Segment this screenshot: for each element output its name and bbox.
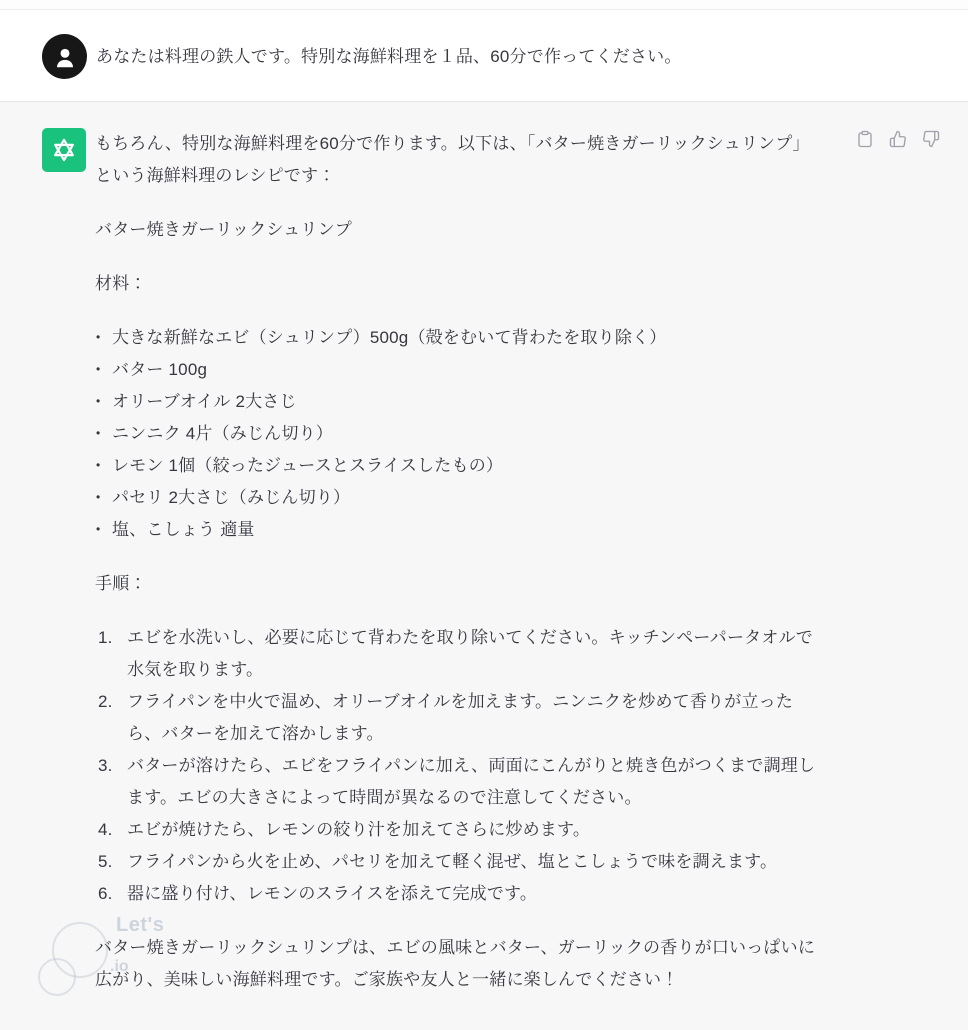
assistant-message-row xyxy=(0,101,968,1026)
user-avatar xyxy=(42,34,87,79)
list-item: エビを水洗いし、必要に応じて背わたを取り除いてください。キッチンペーパータオルで水気を取ります。 xyxy=(127,628,813,679)
list-item: • 大きな新鮮なエビ（シュリンプ）500g（殻をむいて背わたを取り除く） xyxy=(95,322,819,354)
message-action-bar xyxy=(856,130,940,148)
steps-list xyxy=(95,622,819,910)
list-item: フライパンから火を止め、パセリを加えて軽く混ぜ、塩とこしょうで味を調えます。 xyxy=(127,852,778,871)
chatgpt-avatar xyxy=(42,128,86,172)
copy-icon[interactable] xyxy=(856,130,874,148)
list-item: • オリーブオイル 2大さじ xyxy=(95,386,819,418)
list-item: • バター 100g xyxy=(95,354,819,386)
list-item: • レモン 1個（絞ったジュースとスライスしたもの） xyxy=(95,450,819,482)
list-item: • 塩、こしょう 適量 xyxy=(95,514,819,546)
list-item: 器に盛り付け、レモンのスライスを添えて完成です。 xyxy=(127,884,538,903)
user-message-text: あなたは料理の鉄人です。特別な海鮮料理を１品、60分で作ってください。 xyxy=(96,47,682,66)
watermark-text: Let's xyxy=(116,914,165,936)
recipe-title: バター焼きガーリックシュリンプ xyxy=(95,220,352,239)
person-icon xyxy=(52,44,78,70)
user-avatar-column xyxy=(42,34,87,79)
list-item: エビが焼けたら、レモンの絞り汁を加えてさらに炒めます。 xyxy=(127,820,591,839)
user-message-content xyxy=(96,41,820,79)
thumbs-down-icon[interactable] xyxy=(922,130,940,148)
list-item: フライパンを中火で温め、オリーブオイルを加えます。ニンニクを炒めて香りが立ったら、バターを加えて溶かします。 xyxy=(127,692,794,743)
previous-message-edge xyxy=(0,0,968,10)
list-item: • ニンニク 4片（みじん切り） xyxy=(95,418,819,450)
list-item: • パセリ 2大さじ（みじん切り） xyxy=(95,482,819,514)
assistant-avatar-column xyxy=(42,128,86,996)
ingredients-label: 材料： xyxy=(95,274,147,293)
user-message-row xyxy=(0,10,968,101)
openai-logo-icon xyxy=(49,135,79,165)
thumbs-up-icon[interactable] xyxy=(889,130,907,148)
assistant-outro: バター焼きガーリックシュリンプは、エビの風味とバター、ガーリックの香りが口いっぱいに広がり、美味しい海鮮料理です。ご家族や友人と一緒に楽しんでください！ xyxy=(95,938,816,989)
assistant-message-content xyxy=(95,128,819,996)
list-item: バターが溶けたら、エビをフライパンに加え、両面にこんがりと焼き色がつくまで調理します。エビの大きさによって時間が異なるので注意してください。 xyxy=(127,756,816,807)
assistant-intro: もちろん、特別な海鮮料理を60分で作ります。以下は、「バター焼きガーリックシュリンプ」という海鮮料理のレシピです： xyxy=(95,134,810,185)
steps-label: 手順： xyxy=(95,574,147,593)
ingredients-list xyxy=(95,322,819,546)
watermark-text: .io xyxy=(110,958,129,975)
